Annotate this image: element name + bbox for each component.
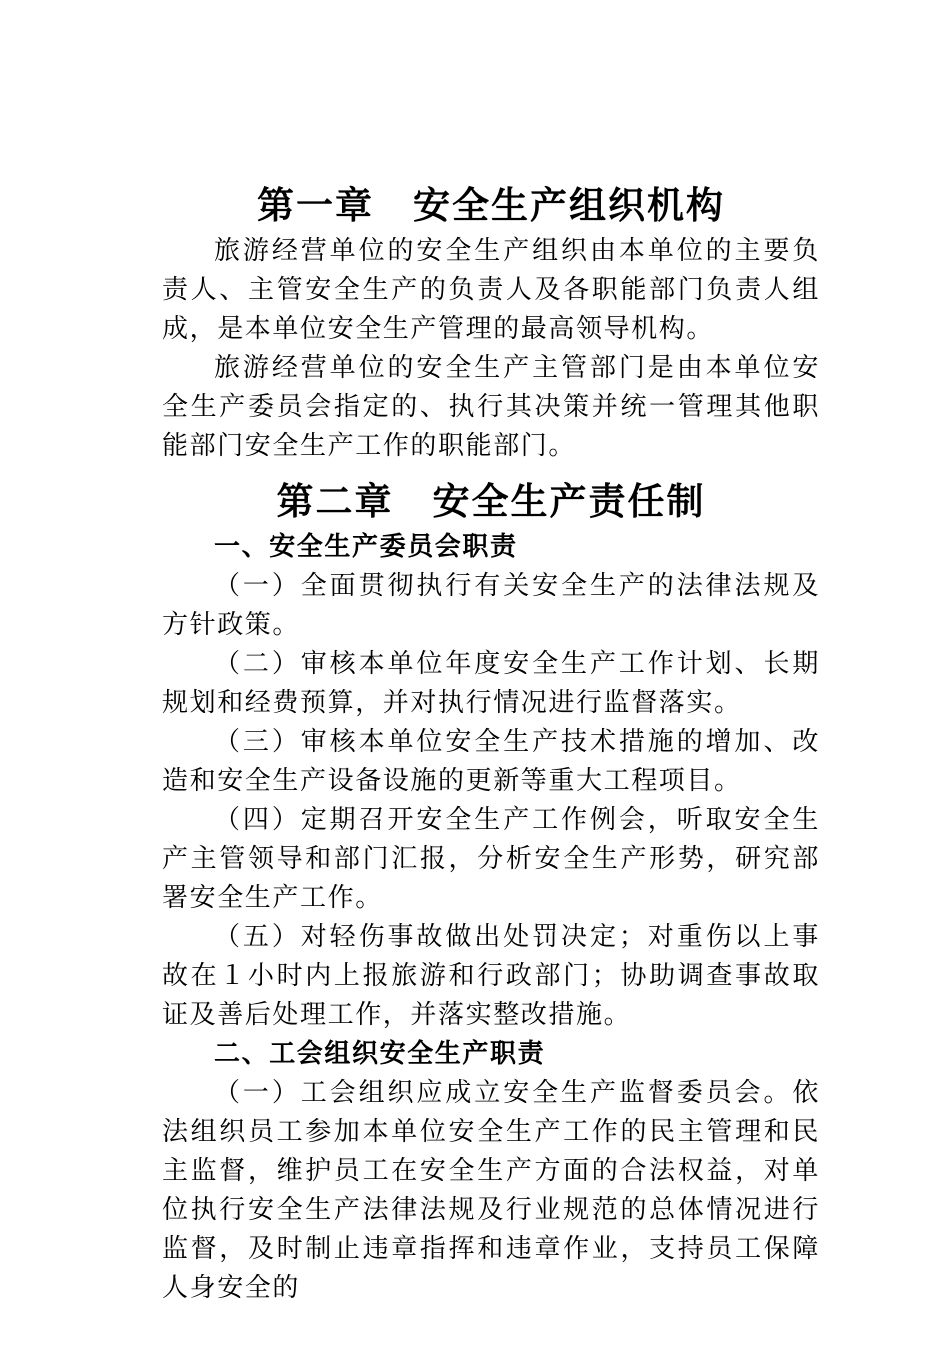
- chapter-1-paragraph: 旅游经营单位的安全生产主管部门是由本单位安全生产委员会指定的、执行其决策并统一管理其他职能部门安全生产工作的职能部门。: [162, 353, 820, 461]
- section-item: （五）对轻伤事故做出处罚决定；对重伤以上事故在１小时内上报旅游和行政部门；协助调查事故取证及善后处理工作，并落实整改措施。: [162, 922, 820, 1030]
- chapter-1-paragraph: 旅游经营单位的安全生产组织由本单位的主要负责人、主管安全生产的负责人及各职能部门负责人组成，是本单位安全生产管理的最高领导机构。: [162, 236, 820, 344]
- section-item: （三）审核本单位安全生产技术措施的增加、改造和安全生产设备设施的更新等重大工程项目。: [162, 727, 820, 796]
- section-heading-committee: 一、安全生产委员会职责: [214, 532, 518, 562]
- section-heading-union: 二、工会组织安全生产职责: [214, 1039, 546, 1069]
- document-page: [162, 178, 820, 1308]
- section-item: （一）全面贯彻执行有关安全生产的法律法规及方针政策。: [162, 571, 820, 640]
- chapter-1-title: 第一章 安全生产组织机构: [257, 183, 725, 227]
- section-item: （四）定期召开安全生产工作例会，听取安全生产主管领导和部门汇报，分析安全生产形势，研究部署安全生产工作。: [162, 805, 820, 913]
- chapter-2-title: 第二章 安全生产责任制: [276, 479, 706, 523]
- section-item: （二）审核本单位年度安全生产工作计划、长期规划和经费预算，并对执行情况进行监督落实。: [162, 649, 820, 718]
- section-item: （一）工会组织应成立安全生产监督委员会。依法组织员工参加本单位安全生产工作的民主管理和民主监督，维护员工在安全生产方面的合法权益，对单位执行安全生产法律法规及行业规范的总体情况进行监督，及时制止违章指挥和违章作业，支持员工保障人身安全的: [162, 1078, 820, 1303]
